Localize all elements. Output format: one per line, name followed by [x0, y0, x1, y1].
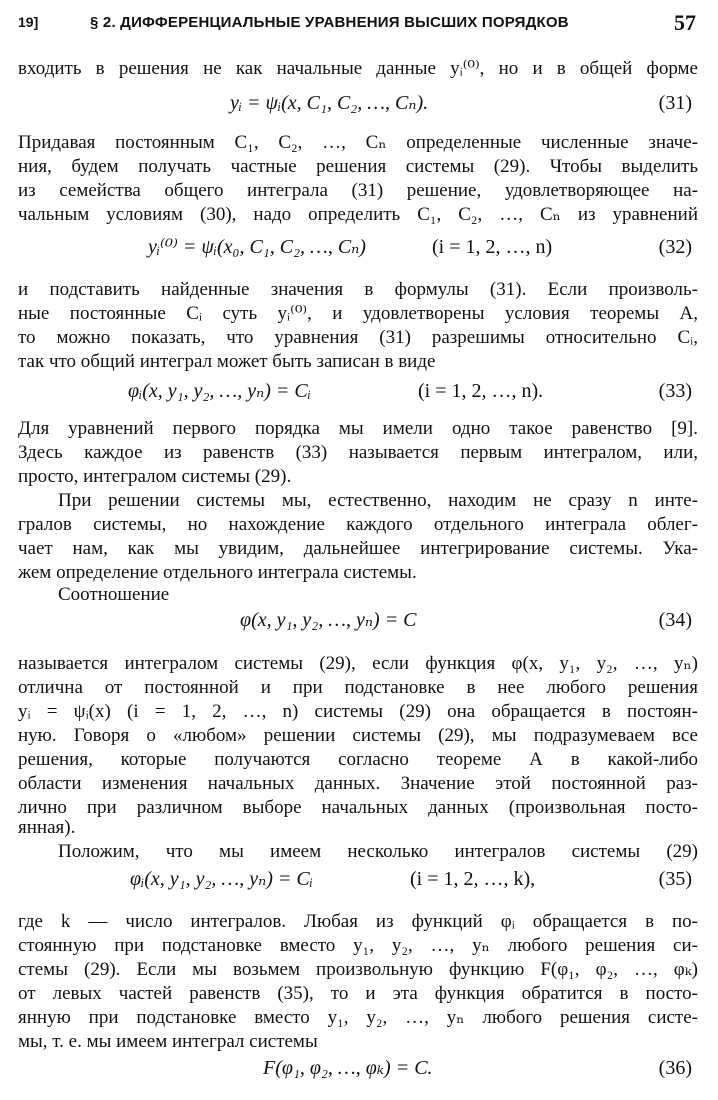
equation-formula: yᵢ⁽⁰⁾ = ψᵢ(x₀, C₁, C₂, …, Cₙ)	[148, 236, 366, 258]
text-line: янную при подстановке вместо y₁, y₂, …, yₙ любого решения систе-	[18, 1007, 698, 1028]
text-line: входить в решения не как начальные данные yᵢ⁽⁰⁾, но и в общей форме	[18, 58, 698, 79]
equation-number: (35)	[658, 868, 692, 890]
text-line: Придавая постоянным C₁, C₂, …, Cₙ определенные численные значе-	[18, 132, 698, 153]
equation-36	[18, 1054, 698, 1082]
text-line: решения, которые получаются согласно теореме А в какой-либо	[18, 749, 698, 770]
text-line: жем определение отдельного интеграла системы.	[18, 562, 417, 583]
text-line: Положим, что мы имеем несколько интегралов системы (29)	[58, 841, 698, 862]
text-line: где k — число интегралов. Любая из функций φᵢ обращается в по-	[18, 911, 698, 932]
text-line: так что общий интеграл может быть записан в виде	[18, 351, 436, 372]
equation-formula: F(φ₁, φ₂, …, φₖ) = C.	[263, 1057, 433, 1079]
equation-formula: φᵢ(x, y₁, y₂, …, yₙ) = Cᵢ	[128, 380, 311, 402]
equation-formula: φᵢ(x, y₁, y₂, …, yₙ) = Cᵢ	[130, 868, 313, 890]
text-line: просто, интегралом системы (29).	[18, 466, 292, 487]
page-number: 57	[674, 10, 696, 35]
text-line: ную. Говоря о «любом» решении системы (29), мы подразумеваем все	[18, 725, 698, 746]
equation-condition: (i = 1, 2, …, n).	[418, 380, 544, 402]
text-line: гралов системы, но нахождение каждого отдельного интеграла облег-	[18, 514, 698, 535]
equation-34	[18, 606, 698, 634]
equation-35	[18, 865, 698, 893]
equation-formula: φ(x, y₁, y₂, …, yₙ) = C	[240, 609, 417, 631]
text-line: янная).	[18, 817, 76, 838]
text-line: Соотношение	[58, 584, 170, 605]
text-line: стоянную при подстановке вместо y₁, y₂, …, yₙ любого решения си-	[18, 935, 698, 956]
text-line: Для уравнений первого порядка мы имели одно такое равенство [9].	[18, 418, 698, 439]
text-line: чает нам, как мы увидим, дальнейшее интегрирование системы. Ука-	[18, 538, 698, 559]
text-line: мы, т. е. мы имеем интеграл системы	[18, 1031, 318, 1052]
equation-condition: (i = 1, 2, …, k),	[410, 868, 536, 890]
chapter-title: § 2. ДИФФЕРЕНЦИАЛЬНЫЕ УРАВНЕНИЯ ВЫСШИХ ПОРЯДКОВ	[90, 14, 569, 31]
text-line: yᵢ = ψᵢ(x) (i = 1, 2, …, n) системы (29) она обращается в постоян-	[18, 701, 698, 722]
text-line: и подставить найденные значения в формулы (31). Если произволь-	[18, 279, 698, 300]
text-line: стемы (29). Если мы возьмем произвольную функцию F(φ₁, φ₂, …, φₖ)	[18, 959, 698, 980]
text-line: называется интегралом системы (29), если функция φ(x, y₁, y₂, …, yₙ)	[18, 653, 698, 674]
equation-condition: (i = 1, 2, …, n)	[432, 236, 553, 258]
equation-formula: yᵢ = ψᵢ(x, C₁, C₂, …, Cₙ).	[230, 92, 429, 114]
equation-31	[18, 89, 698, 117]
text-line: При решении системы мы, естественно, находим не сразу n инте-	[58, 490, 698, 511]
text-line: лично при различном выборе начальных данных (произвольная посто-	[18, 797, 698, 818]
equation-number: (34)	[658, 609, 692, 631]
text-line: ния, будем получать частные решения системы (29). Чтобы выделить	[18, 156, 698, 177]
equation-number: (32)	[658, 236, 692, 258]
text-line: Здесь каждое из равенств (33) называется первым интегралом, или,	[18, 442, 698, 463]
text-line: из семейства общего интеграла (31) решение, удовлетворяющее на-	[18, 180, 698, 201]
text-line: отлична от постоянной и при подстановке в нее любого решения	[18, 677, 698, 698]
running-header	[18, 10, 698, 40]
section-mark: 19]	[18, 14, 39, 30]
text-line: от левых частей равенств (35), то и эта функция обратится в посто-	[18, 983, 698, 1004]
text-line: чальным условиям (30), надо определить C₁, C₂, …, Cₙ из уравнений	[18, 204, 698, 225]
equation-32	[18, 233, 698, 261]
equation-number: (33)	[658, 380, 692, 402]
text-line: ные постоянные Cᵢ суть yᵢ⁽⁰⁾, и удовлетворены условия теоремы А,	[18, 303, 698, 324]
equation-33	[18, 377, 698, 405]
equation-number: (31)	[658, 92, 692, 114]
equation-number: (36)	[658, 1057, 692, 1079]
text-line: области изменения начальных данных. Значение этой постоянной раз-	[18, 773, 698, 794]
text-line: то можно показать, что уравнения (31) разрешимы относительно Cᵢ,	[18, 327, 698, 348]
